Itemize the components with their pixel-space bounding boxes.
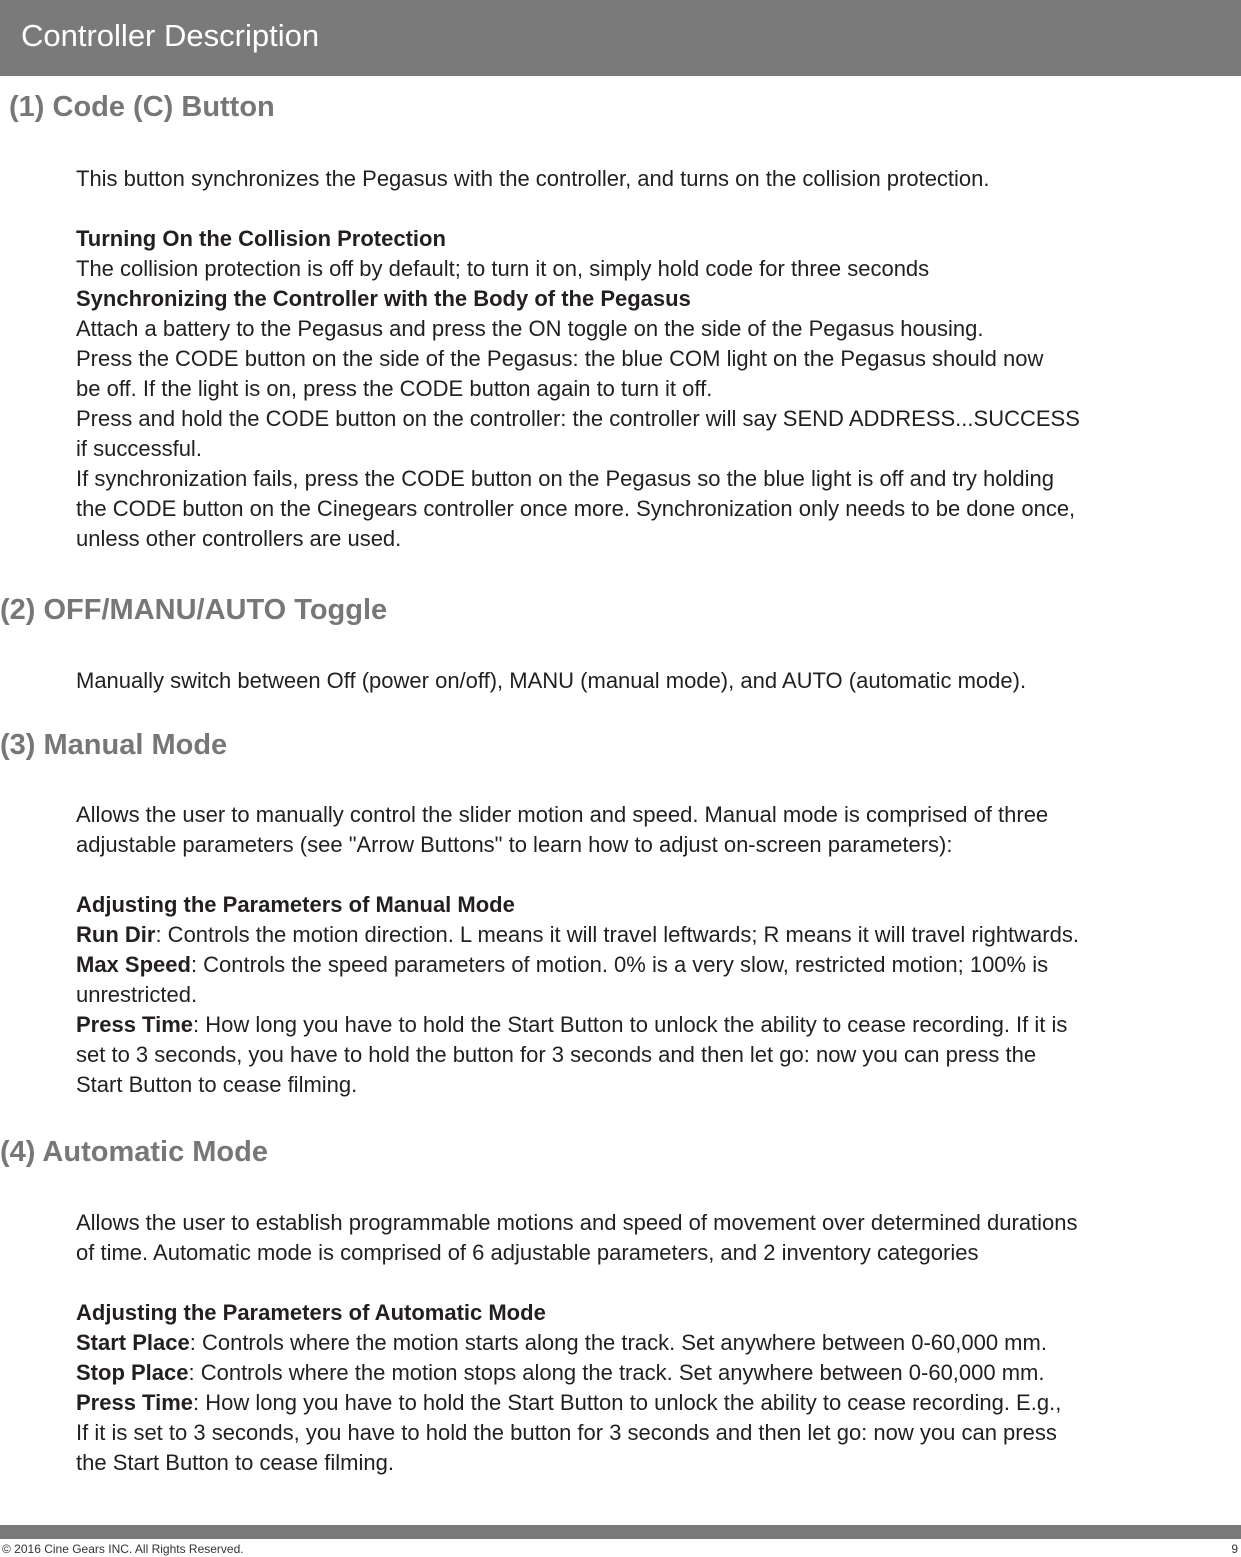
subheading: Adjusting the Parameters of Automatic Mode: [76, 1300, 546, 1325]
parameter-press-time: [76, 1010, 1226, 1040]
section-title-toggle: (2) OFF/MANU/AUTO Toggle: [0, 594, 388, 626]
paragraph: Manually switch between Off (power on/off), MANU (manual mode), and AUTO (automatic mode).: [76, 668, 1027, 693]
paragraph: If it is set to 3 seconds, you have to hold the button for 3 seconds and then let go: now you can press: [76, 1420, 1057, 1445]
parameter-description: : How long you have to hold the Start Button to unlock the ability to cease recording. E.g.,: [193, 1390, 1062, 1415]
section-body-manual-mode: [76, 800, 1226, 1100]
parameter-start-place: [76, 1328, 1226, 1358]
paragraph: if successful.: [76, 436, 202, 461]
paragraph: set to 3 seconds, you have to hold the button for 3 seconds and then let go: now you can press the: [76, 1042, 1037, 1067]
parameter-run-dir: [76, 920, 1226, 950]
parameter-label: Max Speed: [76, 952, 191, 977]
page-title: Controller Description: [21, 18, 320, 53]
paragraph: Press the CODE button on the side of the Pegasus: the blue COM light on the Pegasus should now: [76, 346, 1044, 371]
paragraph: be off. If the light is on, press the CODE button again to turn it off.: [76, 376, 713, 401]
parameter-description: : Controls where the motion stops along the track. Set anywhere between 0-60,000 mm.: [188, 1360, 1045, 1385]
parameter-label: Start Place: [76, 1330, 190, 1355]
paragraph: If synchronization fails, press the CODE button on the Pegasus so the blue light is off and try holding: [76, 466, 1054, 491]
page-number: 9: [1231, 1542, 1238, 1556]
subheading: Adjusting the Parameters of Manual Mode: [76, 892, 515, 917]
section-title-code-button: (1) Code (C) Button: [9, 91, 275, 123]
paragraph: Allows the user to establish programmable motions and speed of movement over determined durations: [76, 1210, 1078, 1235]
section-body-toggle: [76, 666, 1226, 696]
section-title-automatic-mode: (4) Automatic Mode: [0, 1136, 268, 1168]
footer-bar: [0, 1525, 1241, 1539]
paragraph: This button synchronizes the Pegasus with the controller, and turns on the collision protection.: [76, 166, 990, 191]
footer-copyright: © 2016 Cine Gears INC. All Rights Reserved.: [2, 1542, 244, 1556]
paragraph: Press and hold the CODE button on the controller: the controller will say SEND ADDRESS...SUCCESS: [76, 406, 1080, 431]
paragraph: adjustable parameters (see "Arrow Buttons" to learn how to adjust on-screen parameters):: [76, 832, 953, 857]
parameter-press-time: [76, 1388, 1226, 1418]
parameter-description: : Controls the speed parameters of motion. 0% is a very slow, restricted motion; 100% is: [190, 952, 1049, 977]
header-bar: [0, 0, 1241, 76]
paragraph: Allows the user to manually control the slider motion and speed. Manual mode is comprised of three: [76, 802, 1049, 827]
parameter-label: Press Time: [76, 1012, 194, 1037]
paragraph: of time. Automatic mode is comprised of 6 adjustable parameters, and 2 inventory categories: [76, 1240, 979, 1265]
paragraph: the CODE button on the Cinegears controller once more. Synchronization only needs to be done once,: [76, 496, 1076, 521]
paragraph: unrestricted.: [76, 982, 198, 1007]
parameter-max-speed: [76, 950, 1226, 980]
parameter-label: Stop Place: [76, 1360, 189, 1385]
parameter-description: : Controls the motion direction. L means it will travel leftwards; R means it will travel rightwards.: [155, 922, 1079, 947]
subheading: Turning On the Collision Protection: [76, 226, 446, 251]
paragraph: the Start Button to cease filming.: [76, 1450, 394, 1475]
section-title-manual-mode: (3) Manual Mode: [0, 729, 228, 761]
section-body-code-button: [76, 164, 1226, 554]
paragraph: Start Button to cease filming.: [76, 1072, 358, 1097]
parameter-label: Press Time: [76, 1390, 194, 1415]
parameter-label: Run Dir: [76, 922, 156, 947]
paragraph: The collision protection is off by default; to turn it on, simply hold code for three seconds: [76, 256, 930, 281]
paragraph: Attach a battery to the Pegasus and press the ON toggle on the side of the Pegasus housing.: [76, 316, 984, 341]
subheading: Synchronizing the Controller with the Body of the Pegasus: [76, 286, 691, 311]
section-body-automatic-mode: [76, 1208, 1226, 1478]
parameter-description: : Controls where the motion starts along the track. Set anywhere between 0-60,000 mm.: [189, 1330, 1047, 1355]
parameter-description: : How long you have to hold the Start Button to unlock the ability to cease recording. If it is: [193, 1012, 1068, 1037]
parameter-stop-place: [76, 1358, 1226, 1388]
paragraph: unless other controllers are used.: [76, 526, 402, 551]
